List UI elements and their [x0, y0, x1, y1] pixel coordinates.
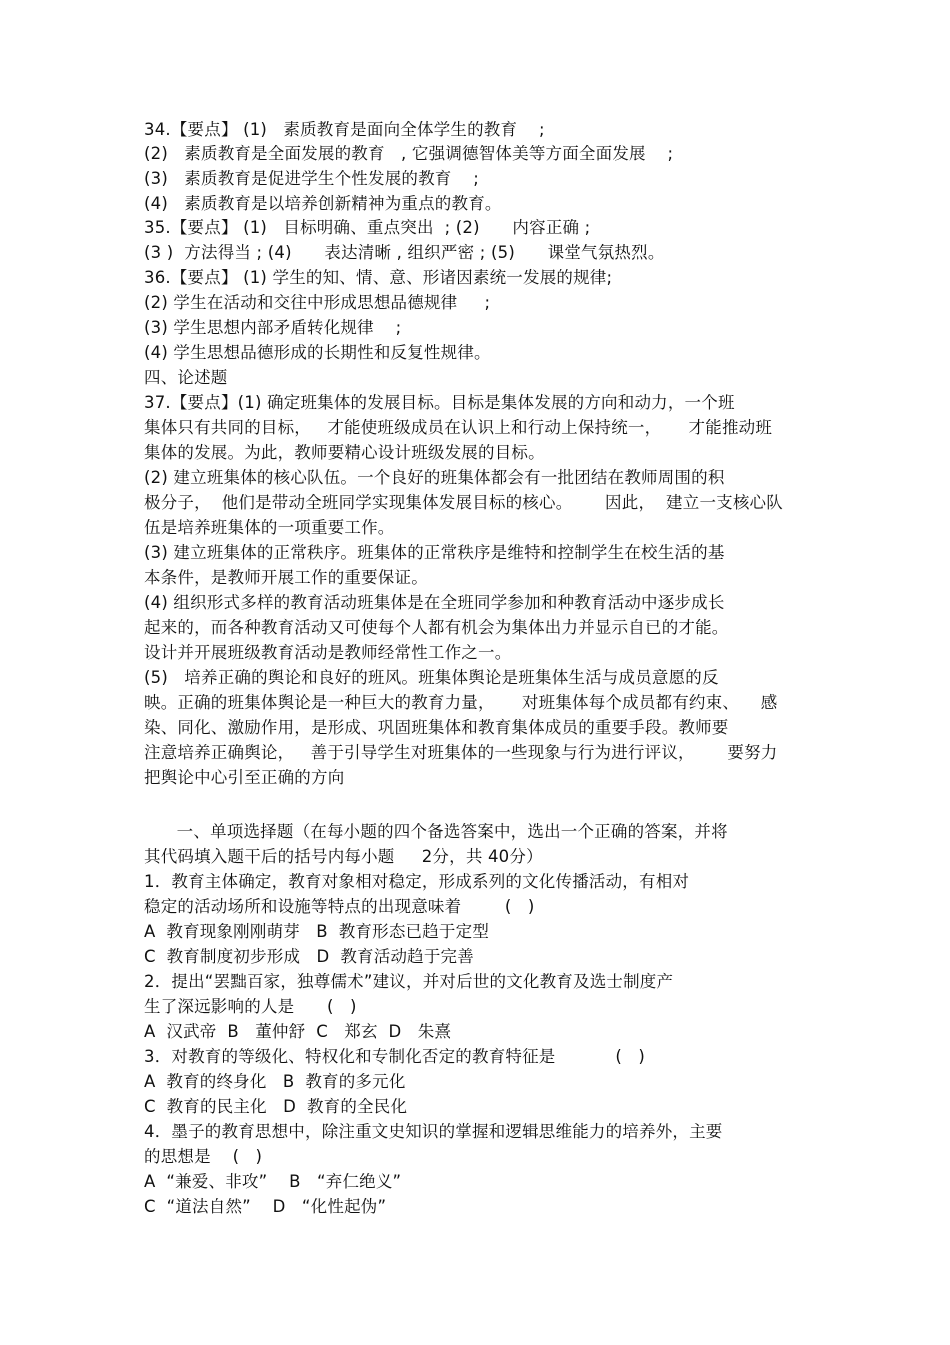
question-4-options-cd: C “道法自然” D “化性起伪”: [144, 1197, 387, 1216]
question-2-stem: 2．提出“罢黜百家，独尊儒术”建议，并对后世的文化教育及选士制度产: [144, 972, 674, 991]
paragraph-line: 注意培养正确舆论， 善于引导学生对班集体的一些现象与行为进行评议， 要努力: [144, 743, 778, 762]
question-4-stem-cont: 的思想是 ( ): [144, 1147, 263, 1166]
paragraph-line: 本条件，是教师开展工作的重要保证。: [144, 568, 428, 587]
question-4-stem: 4．墨子的教育思想中，除注重文史知识的掌握和逻辑思维能力的培养外，主要: [144, 1122, 723, 1141]
answer-36-item-4: (4) 学生思想品德形成的长期性和反复性规律。: [144, 343, 491, 362]
answer-36-item-2: (2) 学生在活动和交往中形成思想品德规律 ;: [144, 293, 491, 312]
paragraph-line: 集体的发展。为此，教师要精心设计班级发展的目标。: [144, 443, 545, 462]
answer-35-line: 35.【要点】 (1) 目标明确、重点突出 ; (2) 内容正确 ;: [144, 218, 591, 237]
question-1-stem: 1．教育主体确定，教育对象相对稳定，形成系列的文化传播活动，有相对: [144, 872, 690, 891]
paragraph-line: 染、同化、激励作用，是形成、巩固班集体和教育集体成员的重要手段。教师要: [144, 718, 729, 737]
paragraph-line: (2) 建立班集体的核心队伍。一个良好的班集体都会有一批团结在教师周围的积: [144, 468, 725, 487]
paragraph-line: 把舆论中心引至正确的方向: [144, 768, 345, 787]
section-heading-single-choice: 一、单项选择题（在每小题的四个备选答案中，选出一个正确的答案，并将: [144, 822, 728, 841]
answer-34-line: 34.【要点】 (1) 素质教育是面向全体学生的教育 ;: [144, 120, 545, 139]
answer-37-line: 37.【要点】(1) 确定班集体的发展目标。目标是集体发展的方向和动力，一个班: [144, 393, 735, 412]
paragraph-line: (5) 培养正确的舆论和良好的班风。班集体舆论是班集体生活与成员意愿的反: [144, 668, 719, 687]
answer-34-item-2: (2) 素质教育是全面发展的教育 , 它强调德智体美等方面全面发展 ;: [144, 144, 674, 163]
paragraph-line: 起来的，而各种教育活动又可使每个人都有机会为集体出力并显示自已的才能。: [144, 618, 729, 637]
paragraph-line: 集体只有共同的目标， 才能使班级成员在认识上和行动上保持统一， 才能推动班: [144, 418, 773, 437]
question-2-stem-cont: 生了深远影响的人是 ( ): [144, 997, 357, 1016]
instruction-line: 其代码填入题干后的括号内每小题 2分，共 40分）: [144, 847, 543, 866]
question-1-stem-cont: 稳定的活动场所和设施等特点的出现意味着 ( ): [144, 897, 535, 916]
answer-36-item-3: (3) 学生思想内部矛盾转化规律 ;: [144, 318, 402, 337]
question-1-options-cd: C 教育制度初步形成 D 教育活动趋于完善: [144, 947, 474, 966]
paragraph-line: (3) 建立班集体的正常秩序。班集体的正常秩序是维特和控制学生在校生活的基: [144, 543, 725, 562]
question-1-options-ab: A 教育现象刚刚萌芽 B 教育形态已趋于定型: [144, 922, 490, 941]
paragraph-line: 设计并开展班级教育活动是教师经常性工作之一。: [144, 643, 512, 662]
question-2-options: A 汉武帝 B 董仲舒 C 郑玄 D 朱熹: [144, 1022, 452, 1041]
answer-34-item-4: (4) 素质教育是以培养创新精神为重点的教育。: [144, 194, 502, 213]
paragraph-line: 极分子， 他们是带动全班同学实现集体发展目标的核心。 因此， 建立一支核心队: [144, 493, 783, 512]
question-3-options-ab: A 教育的终身化 B 教育的多元化: [144, 1072, 406, 1091]
paragraph-line: (4) 组织形式多样的教育活动班集体是在全班同学参加和种教育活动中逐步成长: [144, 593, 725, 612]
answer-35-cont: (3 ) 方法得当 ; (4) 表达清晰 , 组织严密 ; (5) 课堂气氛热烈。: [144, 243, 665, 262]
question-3-options-cd: C 教育的民主化 D 教育的全民化: [144, 1097, 408, 1116]
answer-36-line: 36.【要点】 (1) 学生的知、情、意、形诸因素统一发展的规律;: [144, 268, 613, 287]
paragraph-line: 映。正确的班集体舆论是一种巨大的教育力量， 对班集体每个成员都有约束、 感: [144, 693, 778, 712]
section-heading-essay: 四、论述题: [144, 368, 228, 387]
question-3-stem: 3．对教育的等级化、特权化和专制化否定的教育特征是 ( ): [144, 1047, 646, 1066]
answer-34-item-3: (3) 素质教育是促进学生个性发展的教育 ;: [144, 169, 480, 188]
question-4-options-ab: A “兼爱、非攻” B “弃仁绝义”: [144, 1172, 402, 1191]
paragraph-line: 伍是培养班集体的一项重要工作。: [144, 518, 395, 537]
